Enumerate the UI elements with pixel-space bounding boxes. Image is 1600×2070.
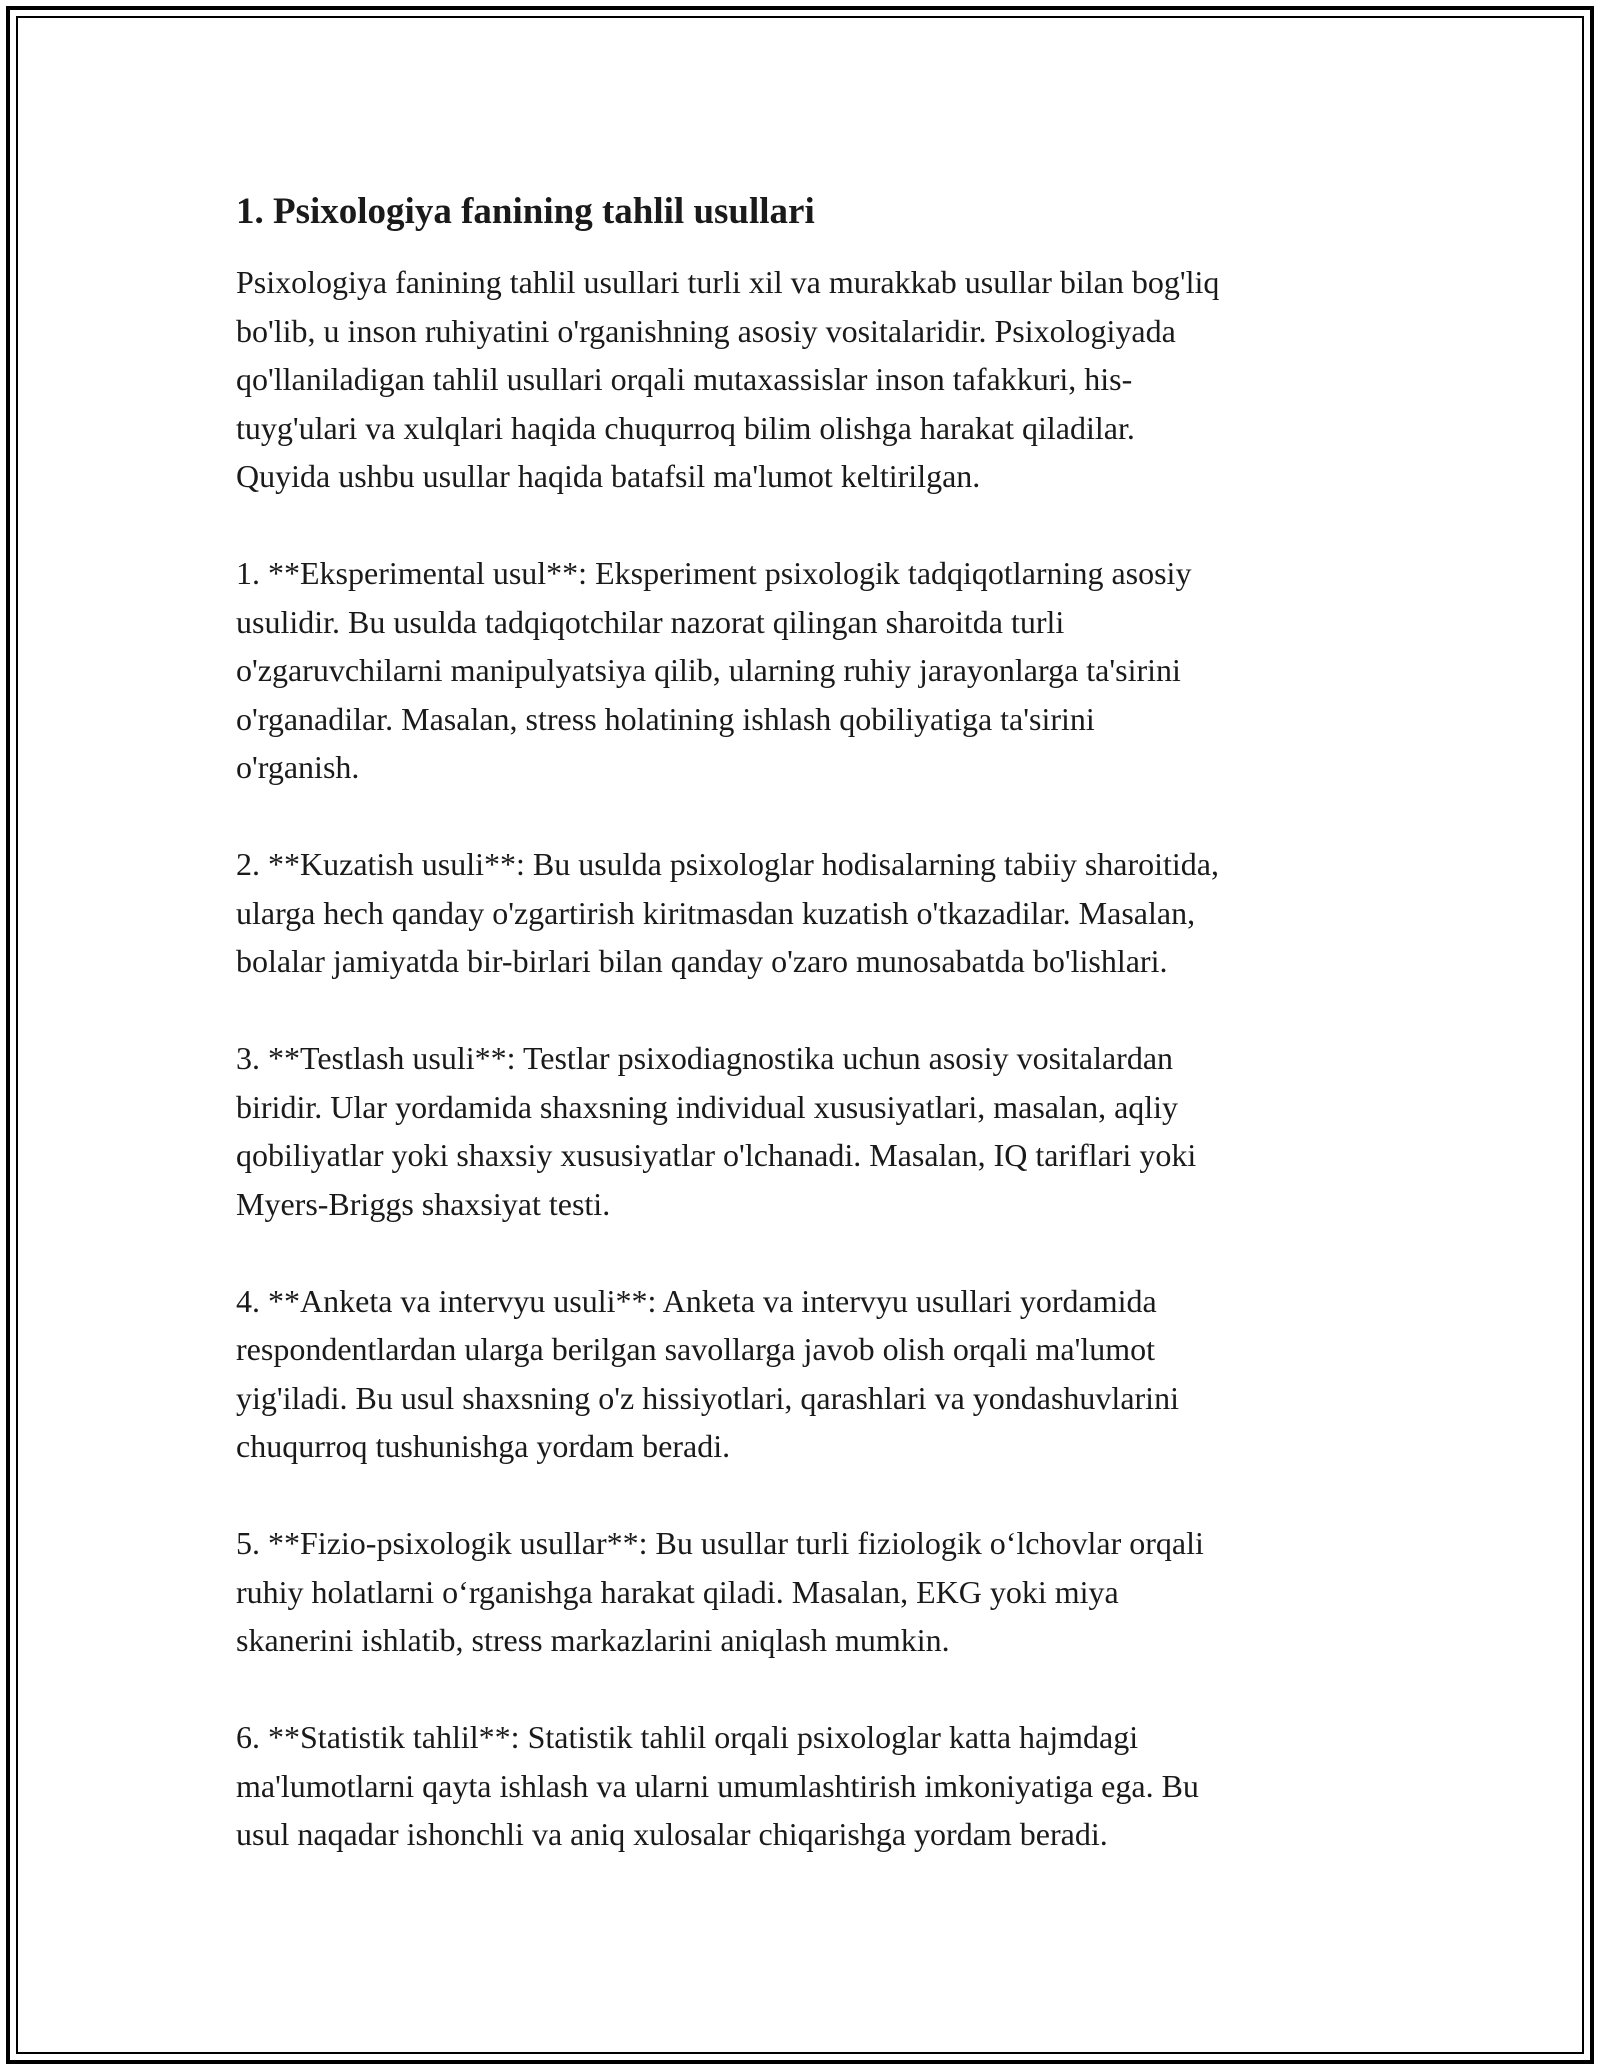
- intro-paragraph: Psixologiya fanining tahlil usullari turli xil va murakkab usullar bilan bog'liq bo'lib, u inson ruhiyatini o'rganishning asosiy vositalaridir. Psixologiyada qo'llaniladigan tahlil usullari orqali mutaxassislar inson tafakkuri, his- tuyg'ulari va xulqlari haqida chuqurroq bilim olishga harakat qiladilar. Quyida ushbu usullar haqida batafsil ma'lumot keltirilgan.: [236, 264, 1220, 494]
- document-title: 1. Psixologiya fanining tahlil usullari: [236, 191, 815, 232]
- paragraph-physio-psychological-methods: 5. **Fizio-psixologik usullar**: Bu usullar turli fiziologik o‘lchovlar orqali ruhiy holatlarni o‘rganishga harakat qiladi. Masalan, EKG yoki miya skanerini ishlatib, stress markazlarini aniqlash mumkin.: [236, 1525, 1204, 1658]
- paragraph-testing-method: 3. **Testlash usuli**: Testlar psixodiagnostika uchun asosiy vositalardan biridir. Ular yordamida shaxsning individual xususiyatlari, masalan, aqliy qobiliyatlar yoki shaxsiy xususiyatlar o'lchanadi. Masalan, IQ tariflari yoki Myers-Briggs shaxsiyat testi.: [236, 1040, 1197, 1222]
- paragraph-statistical-analysis: 6. **Statistik tahlil**: Statistik tahlil orqali psixologlar katta hajmdagi ma'lumotlarni qayta ishlash va ularni umumlashtirish imkoniyatiga ega. Bu usul naqadar ishonchli va aniq xulosalar chiqarishga yordam beradi.: [236, 1719, 1199, 1852]
- paragraph-observation-method: 2. **Kuzatish usuli**: Bu usulda psixologlar hodisalarning tabiiy sharoitida, ularga hech qanday o'zgartirish kiritmasdan kuzatish o'tkazadilar. Masalan, bolalar jamiyatda bir-birlari bilan qanday o'zaro munosabatda bo'lishlari.: [236, 846, 1219, 979]
- paragraph-experimental-method: 1. **Eksperimental usul**: Eksperiment psixologik tadqiqotlarning asosiy usulidir. Bu usulda tadqiqotchilar nazorat qilingan sharoitda turli o'zgaruvchilarni manipulyatsiya qilib, ularning ruhiy jarayonlarga ta'sirini o'rganadilar. Masalan, stress holatining ishlash qobiliyatiga ta'sirini o'rganish.: [236, 555, 1192, 785]
- paragraph-survey-interview-method: 4. **Anketa va intervyu usuli**: Anketa va intervyu usullari yordamida respondentlardan ularga berilgan savollarga javob olish orqali ma'lumot yig'iladi. Bu usul shaxsning o'z hissiyotlari, qarashlari va yondashuvlarini chuqurroq tushunishga yordam beradi.: [236, 1282, 1179, 1464]
- document-body: [236, 188, 1376, 1907]
